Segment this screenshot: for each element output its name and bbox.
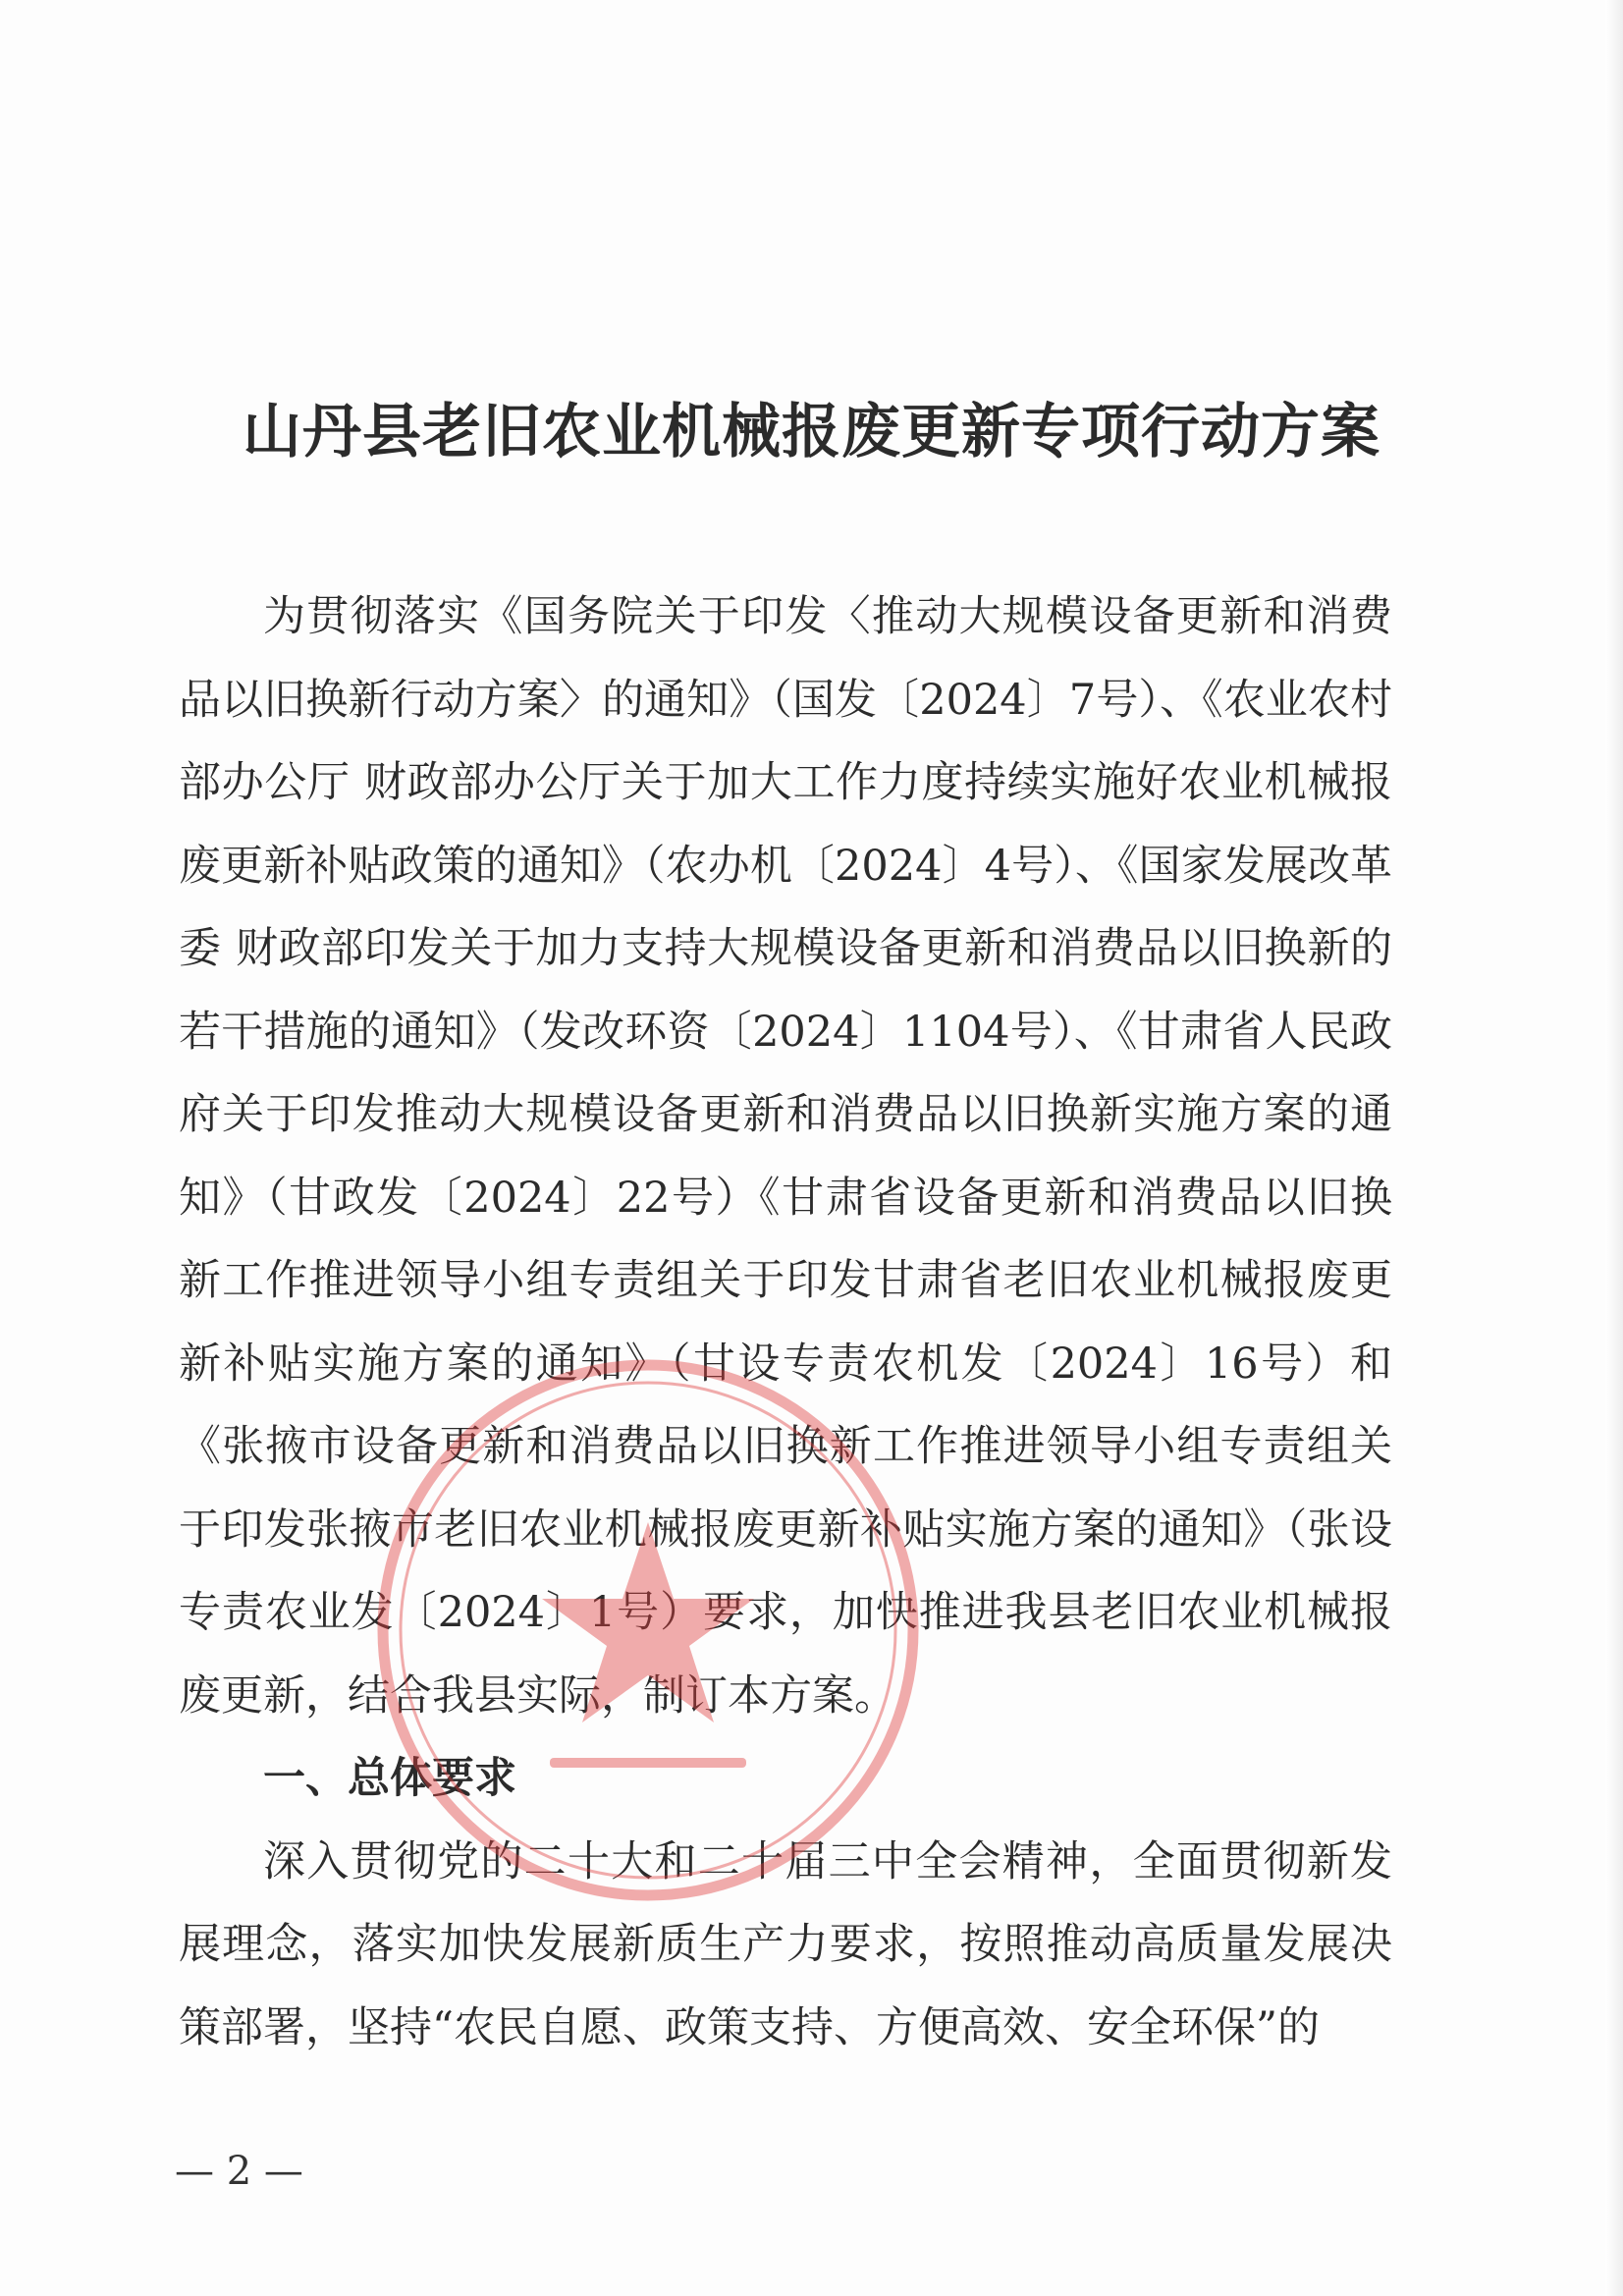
section-one-heading: 一、总体要求 [263, 1754, 516, 1803]
document-title: 山丹县老旧农业机械报废更新专项行动方案 [243, 398, 1380, 466]
intro-paragraph: 为贯彻落实《国务院关于印发〈推动大规模设备更新和消费品以旧换新行动方案〉的通知》（国发〔2024〕7号）、《农业农村部办公厅 财政部办公厅关于加大工作力度持续实施好农业机械报废更新补贴政策的通知》（农办机〔2024〕4号）、《国家发展改革委 财政部印发关于加力支持大规模设备更新和消费品以旧换新的若干措施的通知》（发改环资〔2024〕1104号）、《甘肃省人民政府关于印发推动大规模设备更新和消费品以旧换新实施方案的通知》（甘政发〔2024〕22号）《甘肃省设备更新和消费品以旧换新工作推进领导小组专责组关于印发甘肃省老旧农业机械报废更新补贴实施方案的通知》（甘设专责农机发〔2024〕16号）和《张掖市设备更新和消费品以旧换新工作推进领导小组专责组关于印发张掖市老旧农业机械报废更新补贴实施方案的通知》（张设专责农业发〔2024〕1号）要求，加快推进我县老旧农业机械报废更新，结合我县实际，制订本方案。 [179, 592, 1392, 1721]
scan-edge-shadow [1605, 0, 1623, 2296]
page-number: — 2 — [175, 2149, 303, 2194]
document-body [179, 575, 1392, 2069]
section-one-paragraph: 深入贯彻党的二十大和二十届三中全会精神，全面贯彻新发展理念，落实加快发展新质生产力要求，按照推动高质量发展决策部署，坚持“农民自愿、政策支持、方便高效、安全环保”的 [179, 1836, 1392, 2052]
